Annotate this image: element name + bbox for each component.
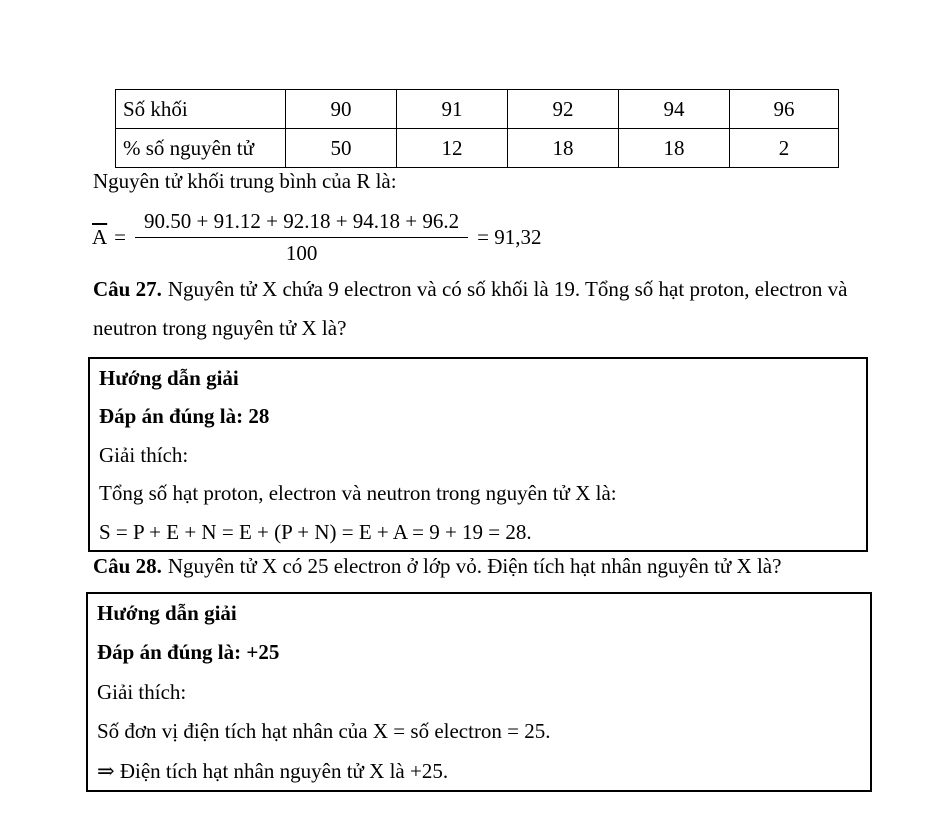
solution-box-27 <box>88 357 868 552</box>
table-cell: 50 <box>286 129 397 168</box>
solution-27-heading: Hướng dẫn giải <box>99 366 239 390</box>
fraction <box>135 209 468 266</box>
fraction-numerator: 90.50 + 91.12 + 92.18 + 94.18 + 96.2 <box>135 209 468 238</box>
question-27 <box>93 270 888 348</box>
table-cell: 92 <box>508 90 619 129</box>
solution-27-line: S = P + E + N = E + (P + N) = E + A = 9 + 19 = 28. <box>99 519 532 544</box>
solution-28-explain-label: Giải thích: <box>97 679 187 704</box>
table-cell: 91 <box>397 90 508 129</box>
table-cell: 96 <box>730 90 839 129</box>
question-27-text: Nguyên tử X chứa 9 electron và có số khối là 19. Tổng số hạt proton, electron và neutron trong nguyên tử X là? <box>93 277 848 340</box>
question-28 <box>93 547 933 586</box>
avg-mass-intro-text: Nguyên tử khối trung bình của R là: <box>93 169 397 193</box>
solution-28-heading: Hướng dẫn giải <box>97 601 237 625</box>
fraction-denominator: 100 <box>285 241 318 265</box>
solution-28-answer: Đáp án đúng là: +25 <box>97 640 280 665</box>
formula-result: = 91,32 <box>477 225 542 249</box>
solution-box-28 <box>86 592 872 792</box>
table-row-mass-number <box>116 90 839 129</box>
table-cell: 90 <box>286 90 397 129</box>
solution-27-answer: Đáp án đúng là: 28 <box>99 404 270 429</box>
average-mass-formula <box>92 209 541 266</box>
table-cell: 2 <box>730 129 839 168</box>
question-27-label: Câu 27. <box>93 277 162 301</box>
solution-27-line: Tổng số hạt proton, electron và neutron trong nguyên tử X là: <box>99 481 617 506</box>
a-bar-symbol: $\overline{A}$ <box>92 225 108 249</box>
solution-28-line: ⇒ Điện tích hạt nhân nguyên tử X là +25. <box>97 758 449 783</box>
solution-28-line: Số đơn vị điện tích hạt nhân của X = số electron = 25. <box>97 719 551 744</box>
table-cell: 18 <box>619 129 730 168</box>
equals-sign: = <box>114 225 127 249</box>
table-cell: 18 <box>508 129 619 168</box>
row-header-mass-number: Số khối <box>116 90 286 129</box>
row-header-atom-percent: % số nguyên tử <box>116 129 286 168</box>
table-cell: 94 <box>619 90 730 129</box>
solution-27-explain-label: Giải thích: <box>99 442 189 467</box>
table-cell: 12 <box>397 129 508 168</box>
question-28-text: Nguyên tử X có 25 electron ở lớp vỏ. Điện tích hạt nhân nguyên tử X là? <box>167 554 782 578</box>
isotope-table <box>115 89 839 168</box>
question-28-label: Câu 28. <box>93 554 162 578</box>
